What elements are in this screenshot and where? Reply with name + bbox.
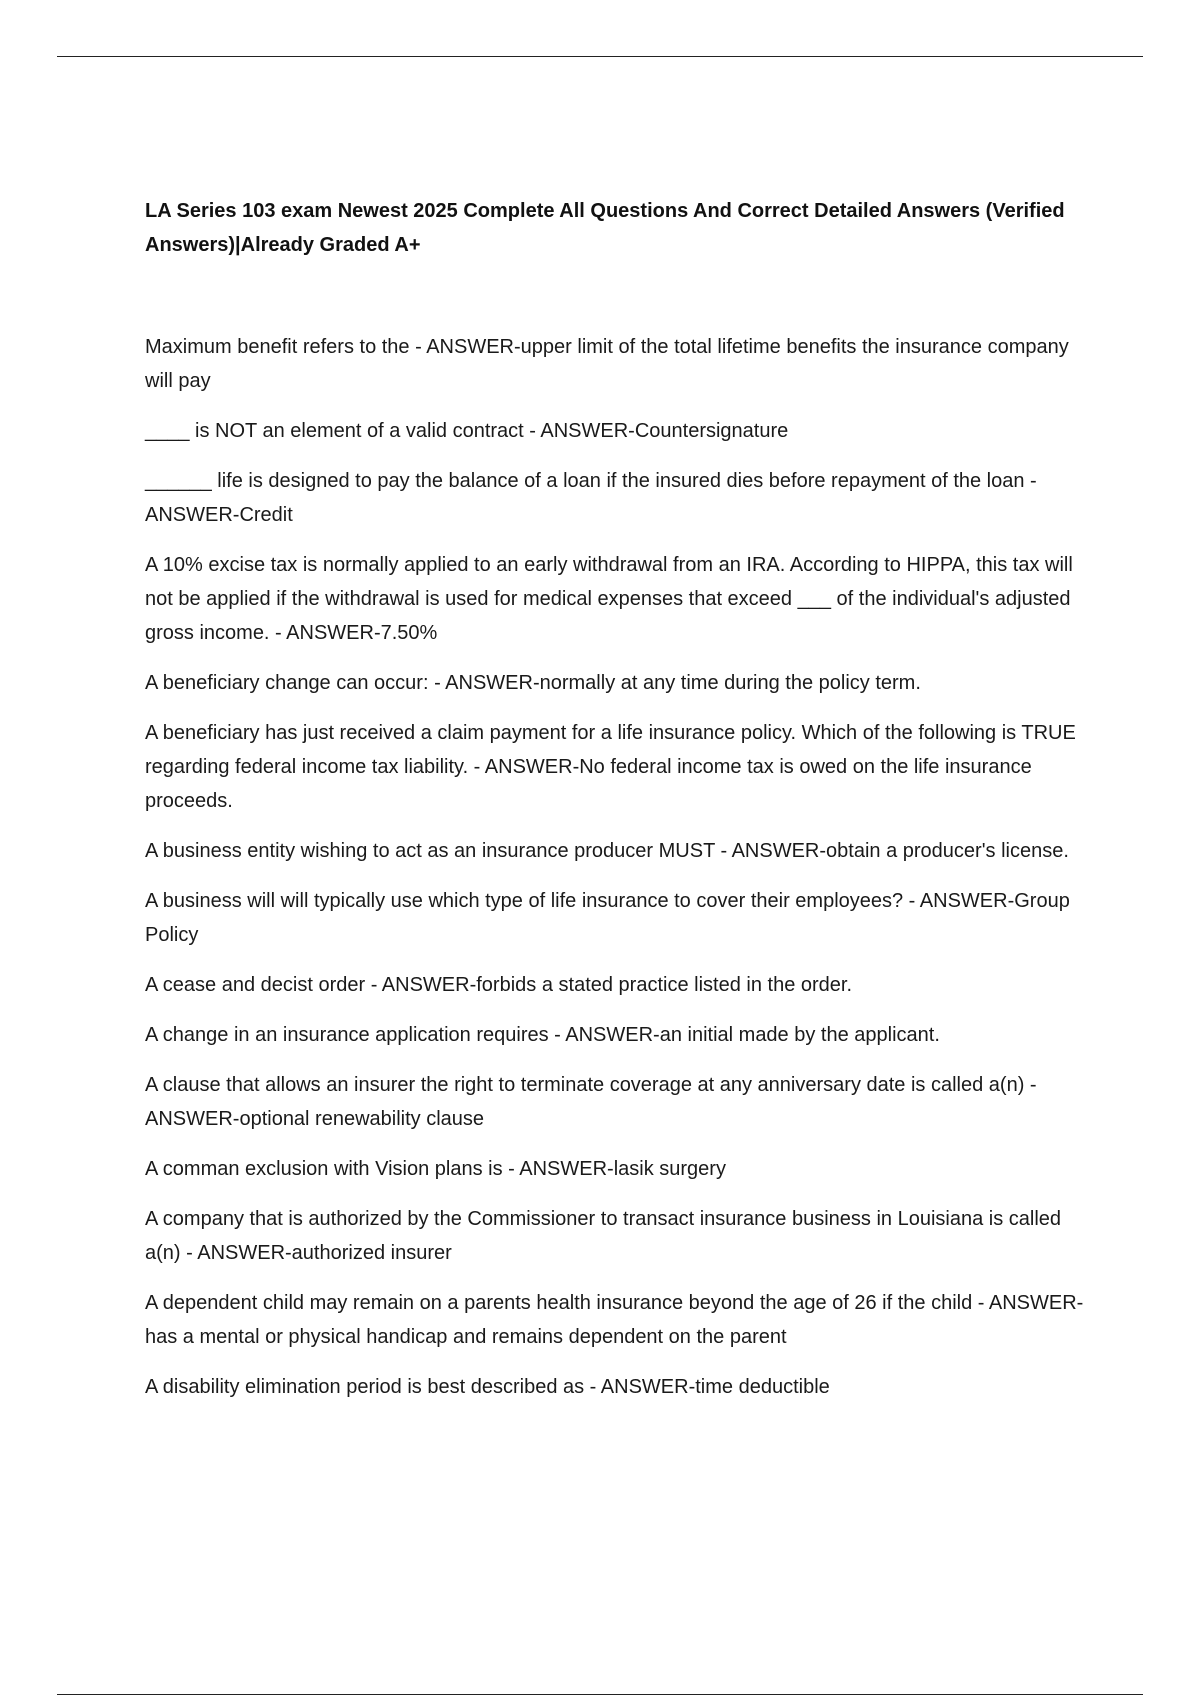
bottom-divider <box>57 1694 1143 1695</box>
top-divider <box>57 56 1143 57</box>
qa-item: A dependent child may remain on a parents health insurance beyond the age of 26 if the child - ANSWER-has a mental or physical handicap and remains dependent on the parent <box>145 1292 1084 1348</box>
qa-item: A 10% excise tax is normally applied to an early withdrawal from an IRA. According to HIPPA, this tax will not be applied if the withdrawal is used for medical expenses that exceed ___ of the individual's adjusted gross income. - ANSWER-7.50% <box>145 554 1073 644</box>
qa-item: ______ life is designed to pay the balance of a loan if the insured dies before repayment of the loan - ANSWER-Credit <box>145 470 1037 526</box>
qa-item: A clause that allows an insurer the right to terminate coverage at any anniversary date is called a(n) - ANSWER-optional renewability clause <box>145 1074 1037 1130</box>
document-content <box>145 194 1090 1420</box>
qa-item: A business entity wishing to act as an insurance producer MUST - ANSWER-obtain a producer's license. <box>145 840 1069 862</box>
document-title: LA Series 103 exam Newest 2025 Complete All Questions And Correct Detailed Answers (Verified Answers)|Already Graded A+ <box>145 200 1065 256</box>
qa-item: A change in an insurance application requires - ANSWER-an initial made by the applicant. <box>145 1024 940 1046</box>
qa-item: A comman exclusion with Vision plans is - ANSWER-lasik surgery <box>145 1158 726 1180</box>
qa-item: A disability elimination period is best described as - ANSWER-time deductible <box>145 1376 830 1398</box>
question-answer-list <box>145 330 1090 1404</box>
qa-item: A beneficiary change can occur: - ANSWER-normally at any time during the policy term. <box>145 672 921 694</box>
qa-item: ____ is NOT an element of a valid contract - ANSWER-Countersignature <box>145 420 789 442</box>
qa-item: A company that is authorized by the Commissioner to transact insurance business in Louisiana is called a(n) - ANSWER-authorized insurer <box>145 1208 1062 1264</box>
qa-item: A cease and decist order - ANSWER-forbids a stated practice listed in the order. <box>145 974 853 996</box>
qa-item: Maximum benefit refers to the - ANSWER-upper limit of the total lifetime benefits the insurance company will pay <box>145 336 1069 392</box>
qa-item: A beneficiary has just received a claim payment for a life insurance policy. Which of the following is TRUE regarding federal income tax liability. - ANSWER-No federal income tax is owed on the life insurance proceeds. <box>145 722 1076 812</box>
qa-item: A business will will typically use which type of life insurance to cover their employees? - ANSWER-Group Policy <box>145 890 1070 946</box>
